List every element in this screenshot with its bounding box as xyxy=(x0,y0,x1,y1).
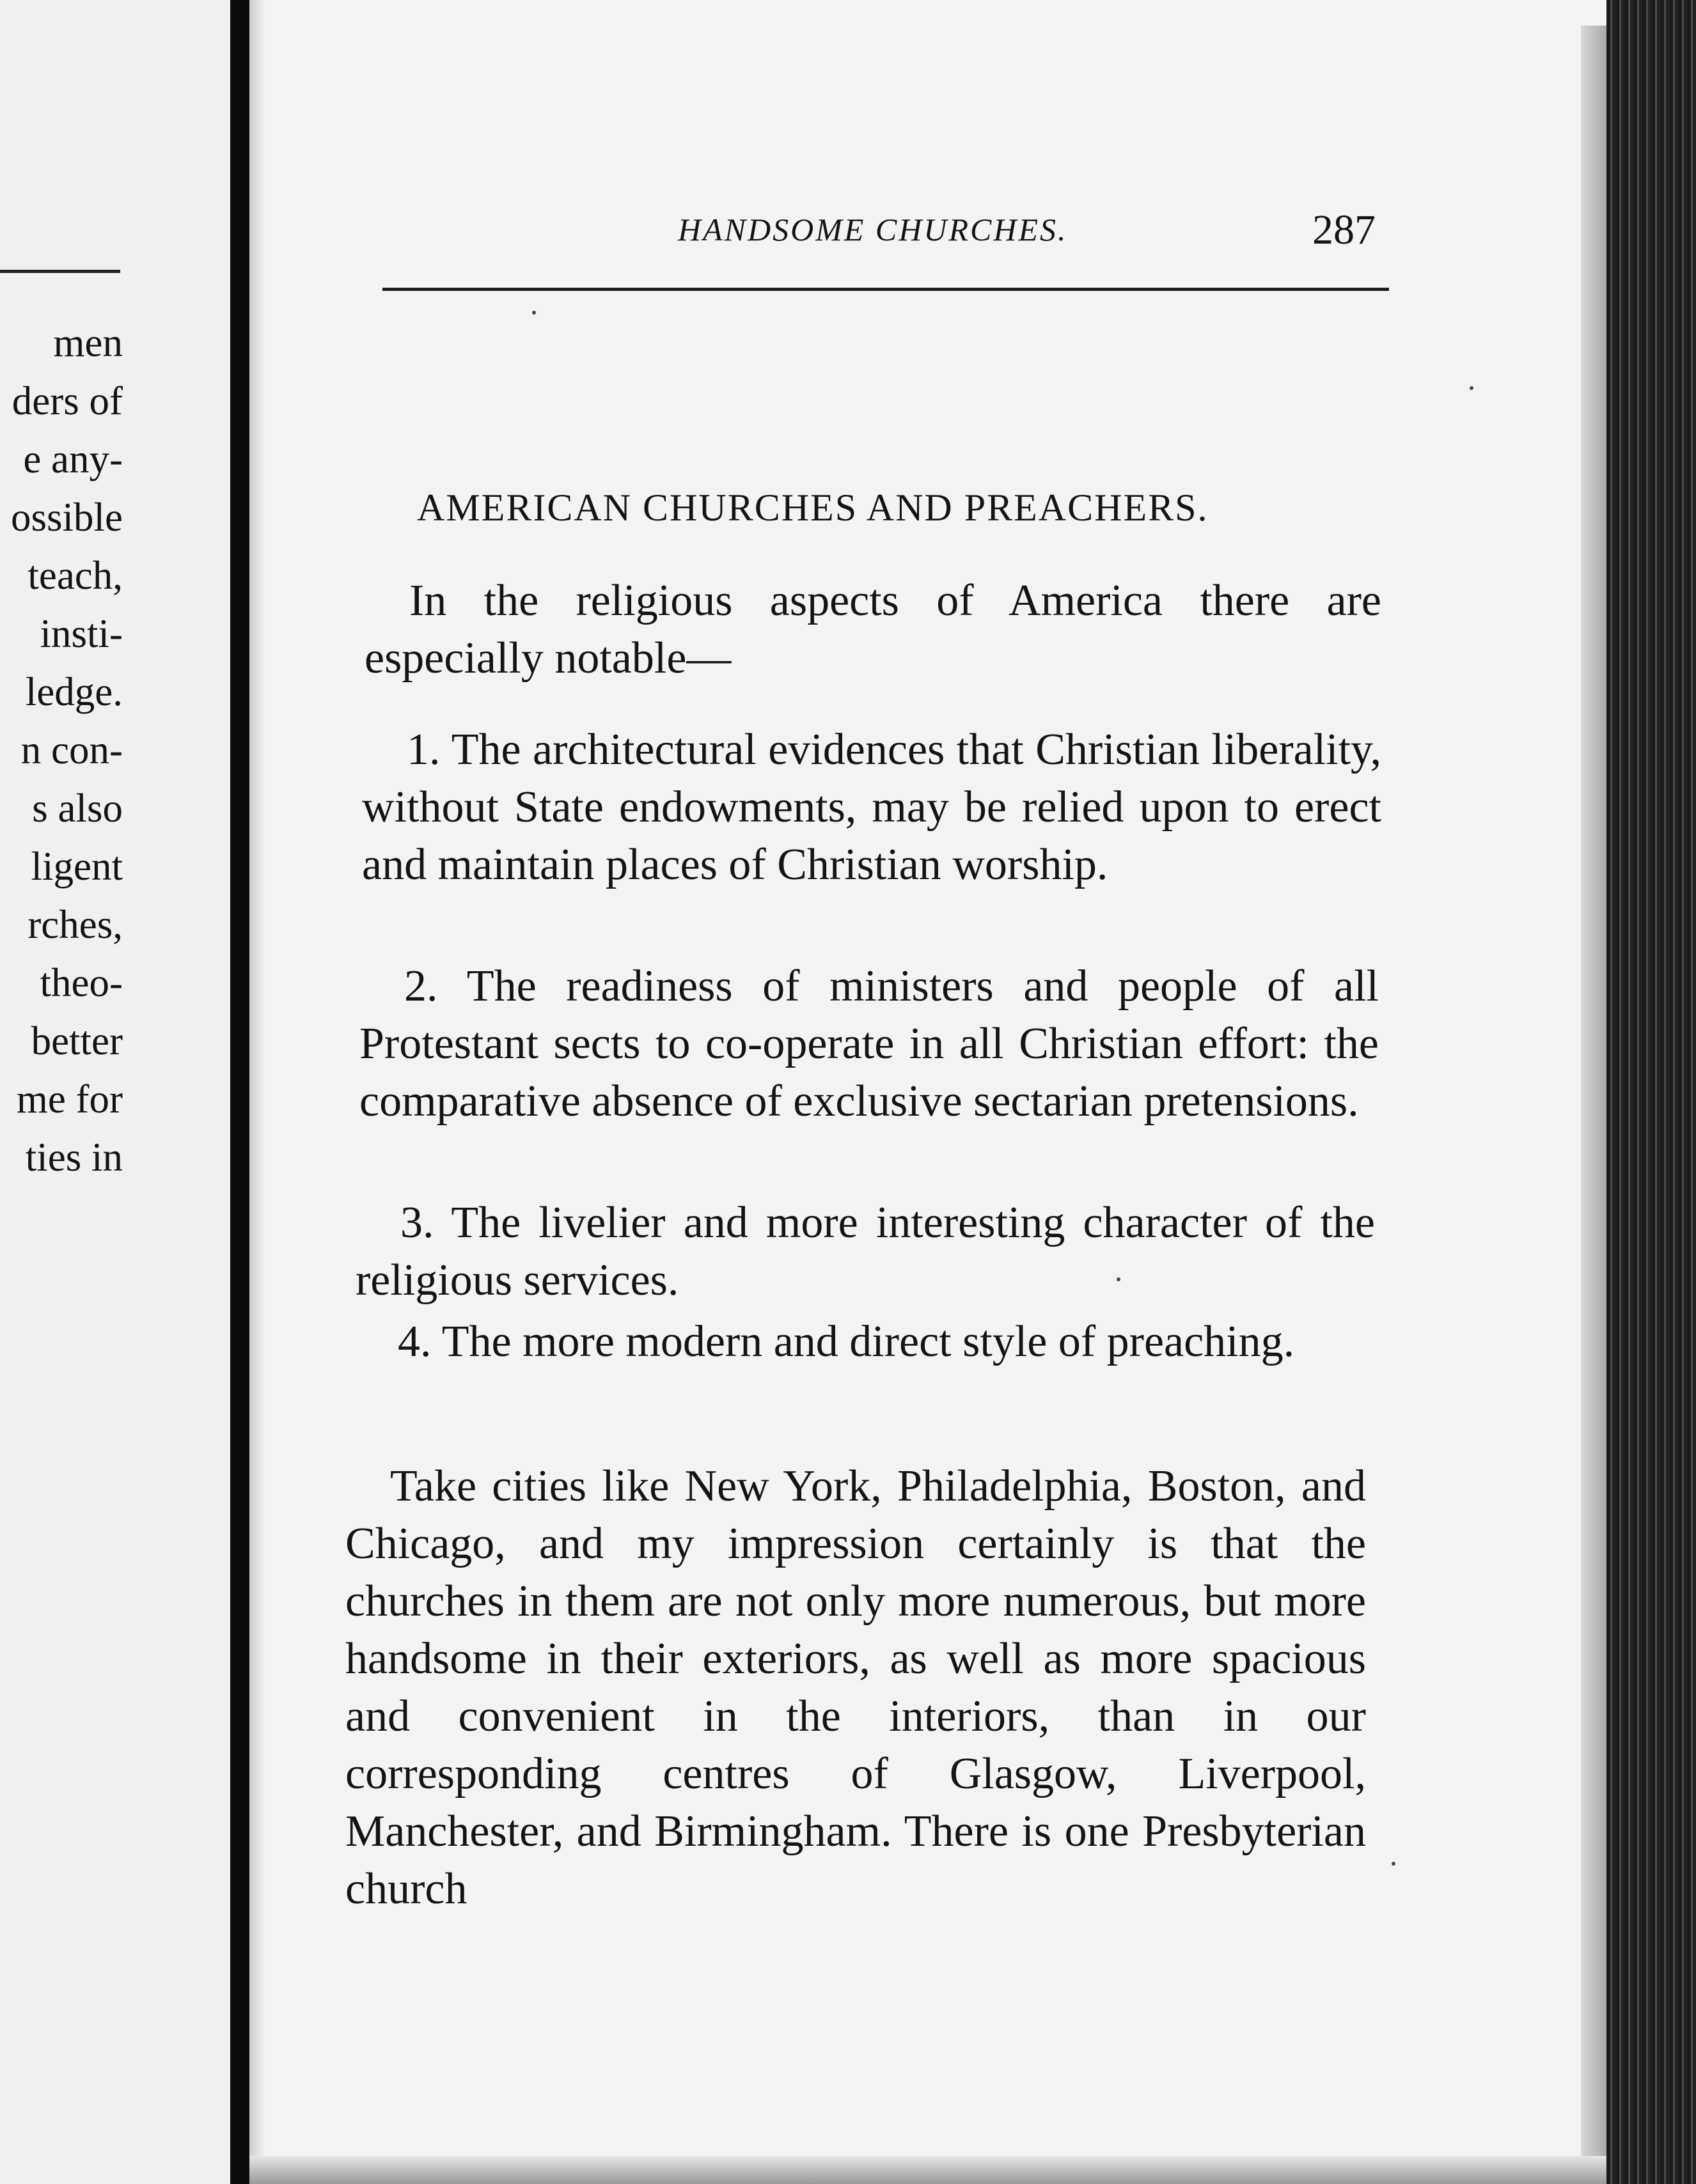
previous-page-line: men xyxy=(53,320,123,365)
body-text: Take cities like New York, Philadelphia, Boston, and Chicago, and my impression certainly is that the churches in them are not only more numerous, but more handsome in their exteriors, as well as more spacious and convenient in the interiors, than in our corresponding centres of Glasgow, Liverpool, Manchester, and Birmingham. There is one Presbyterian church xyxy=(345,1462,1366,1914)
previous-page-line: ders of xyxy=(12,378,123,423)
previous-page-line: insti- xyxy=(40,611,123,656)
print-speck xyxy=(1392,1862,1395,1866)
binding-gutter xyxy=(230,0,249,2184)
section-heading: AMERICAN CHURCHES AND PREACHERS. xyxy=(417,487,1209,529)
previous-page-line: ligent xyxy=(31,844,123,889)
previous-page-line: s also xyxy=(32,786,123,831)
intro-paragraph xyxy=(365,572,1381,687)
list-item xyxy=(353,1313,1370,1371)
previous-page-line: ledge. xyxy=(25,669,123,714)
previous-page-line: me for xyxy=(16,1077,123,1121)
head-rule xyxy=(382,288,1389,291)
print-speck xyxy=(532,311,536,315)
list-item-text: 3. The livelier and more interesting character of the religious services. xyxy=(356,1198,1375,1305)
previous-page-line: better xyxy=(31,1018,123,1063)
list-item xyxy=(362,721,1381,894)
previous-page-line: n con- xyxy=(20,728,123,772)
gutter-shadow xyxy=(249,0,266,2184)
previous-page-line: rches, xyxy=(27,902,123,947)
body-paragraph xyxy=(345,1458,1366,1918)
bottom-page-edge xyxy=(249,2156,1606,2184)
previous-page-line: ossible xyxy=(10,495,123,540)
running-head: HANDSOME CHURCHES. xyxy=(678,212,1068,247)
intro-text: In the religious aspects of America there are especially notable— xyxy=(365,576,1381,683)
page-edge xyxy=(1581,26,1606,2184)
page-number: 287 xyxy=(1312,207,1376,253)
list-item-text: 4. The more modern and direct style of preaching. xyxy=(398,1317,1295,1366)
previous-page-fragment xyxy=(0,0,238,2184)
previous-page-line: e any- xyxy=(23,437,123,481)
previous-page-line: teach, xyxy=(27,553,123,598)
previous-page-line: ties in xyxy=(25,1135,123,1180)
print-speck xyxy=(1470,386,1473,390)
list-item-text: 2. The readiness of ministers and people of all Protestant sects to co-operate in all Christian effort: the comparative absence of exclusive sectarian pretensions. xyxy=(359,962,1379,1126)
previous-page-head-rule xyxy=(0,270,120,273)
print-speck xyxy=(1117,1277,1120,1281)
list-item xyxy=(359,958,1379,1130)
list-item-text: 1. The architectural evidences that Christian liberality, without State endowments, may be relied upon to erect and maintain places of Christian worship. xyxy=(362,725,1381,889)
page-leaves xyxy=(1606,0,1696,2184)
list-item xyxy=(356,1194,1375,1309)
previous-page-line: theo- xyxy=(40,960,123,1005)
